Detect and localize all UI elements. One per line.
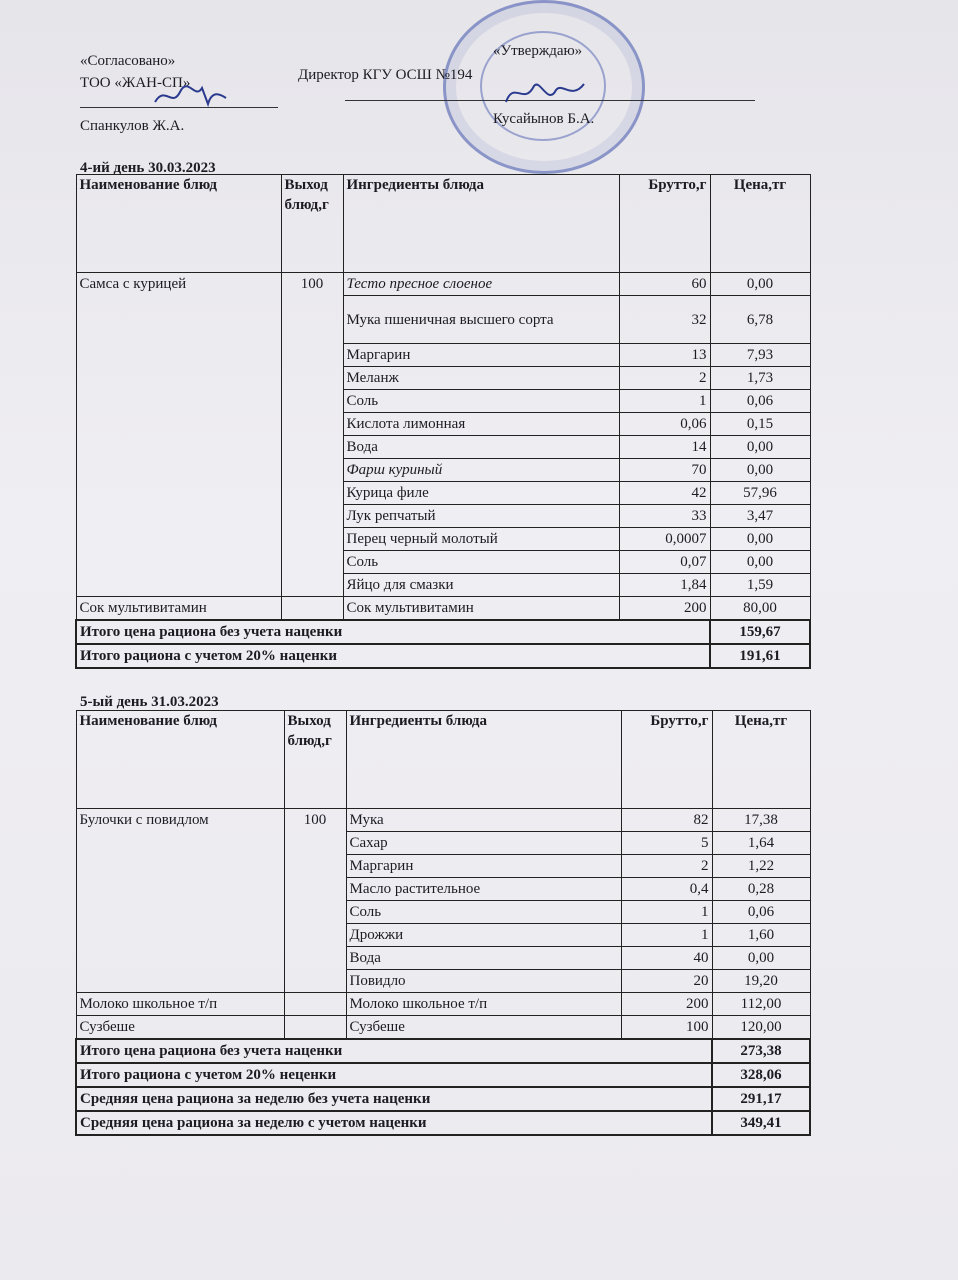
yield-cell	[281, 597, 343, 621]
price-cell: 80,00	[710, 597, 810, 621]
ingredient-cell: Тесто пресное слоеное	[343, 273, 619, 296]
ingredient-cell: Яйцо для смазки	[343, 574, 619, 597]
gross-cell: 5	[621, 832, 712, 855]
total-label: Итого рациона с учетом 20% неценки	[76, 1063, 712, 1087]
ingredient-cell: Сок мультивитамин	[343, 597, 619, 621]
ingredient-cell: Перец черный молотый	[343, 528, 619, 551]
price-cell: 0,15	[710, 413, 810, 436]
agreed-person: Спанкулов Ж.А.	[80, 118, 185, 134]
gross-cell: 0,0007	[619, 528, 710, 551]
col-dish-name: Наименование блюд	[76, 175, 281, 273]
gross-cell: 2	[621, 855, 712, 878]
gross-cell: 33	[619, 505, 710, 528]
gross-cell: 0,06	[619, 413, 710, 436]
price-cell: 1,64	[712, 832, 810, 855]
gross-cell: 42	[619, 482, 710, 505]
ingredient-cell: Мука	[346, 809, 621, 832]
table-row	[76, 993, 810, 1016]
total-row	[76, 620, 810, 644]
ingredient-cell: Вода	[346, 947, 621, 970]
gross-cell: 13	[619, 344, 710, 367]
gross-cell: 1	[621, 901, 712, 924]
table-row	[76, 273, 810, 296]
gross-cell: 1	[619, 390, 710, 413]
ingredient-cell: Молоко школьное т/п	[346, 993, 621, 1016]
ingredient-cell: Вода	[343, 436, 619, 459]
price-cell: 0,00	[710, 436, 810, 459]
ingredient-cell: Масло растительное	[346, 878, 621, 901]
price-cell: 0,06	[712, 901, 810, 924]
gross-cell: 0,07	[619, 551, 710, 574]
col-ingredients: Ингредиенты блюда	[343, 175, 619, 273]
total-value: 349,41	[712, 1111, 810, 1135]
price-cell: 57,96	[710, 482, 810, 505]
gross-cell: 32	[619, 296, 710, 344]
company-name: ТОО «ЖАН-СП»	[80, 75, 191, 91]
gross-cell: 40	[621, 947, 712, 970]
ingredient-cell: Лук репчатый	[343, 505, 619, 528]
total-row	[76, 1039, 810, 1063]
yield-cell	[284, 1016, 346, 1040]
approve-label: «Утверждаю»	[493, 43, 583, 59]
dish-cell: Булочки с повидлом	[76, 809, 284, 993]
ingredient-cell: Соль	[343, 390, 619, 413]
day5-header-row	[76, 711, 810, 809]
total-value: 328,06	[712, 1063, 810, 1087]
gross-cell: 20	[621, 970, 712, 993]
total-label: Итого цена рациона без учета наценки	[76, 1039, 712, 1063]
table-row	[76, 1016, 810, 1040]
ingredient-cell: Дрожжи	[346, 924, 621, 947]
price-cell: 112,00	[712, 993, 810, 1016]
yield-cell: 100	[284, 809, 346, 993]
col-price: Цена,тг	[710, 175, 810, 273]
price-cell: 0,00	[710, 459, 810, 482]
col-yield: Выход блюд,г	[281, 175, 343, 273]
total-row	[76, 1111, 810, 1135]
ingredient-cell: Мука пшеничная высшего сорта	[343, 296, 619, 344]
col-yield: Выход блюд,г	[284, 711, 346, 809]
col-price: Цена,тг	[712, 711, 810, 809]
price-cell: 0,00	[710, 528, 810, 551]
price-cell: 1,59	[710, 574, 810, 597]
price-cell: 1,73	[710, 367, 810, 390]
total-value: 273,38	[712, 1039, 810, 1063]
gross-cell: 60	[619, 273, 710, 296]
gross-cell: 1,84	[619, 574, 710, 597]
director-title: Директор КГУ ОСШ №194	[298, 67, 473, 83]
total-row	[76, 1063, 810, 1087]
price-cell: 1,22	[712, 855, 810, 878]
day4-header-row	[76, 175, 810, 273]
ingredient-cell: Сузбеше	[346, 1016, 621, 1040]
ingredient-cell: Сахар	[346, 832, 621, 855]
price-cell: 3,47	[710, 505, 810, 528]
day4-title: 4-ий день 30.03.2023	[80, 160, 216, 176]
ingredient-cell: Маргарин	[346, 855, 621, 878]
price-cell: 19,20	[712, 970, 810, 993]
price-cell: 1,60	[712, 924, 810, 947]
total-row	[76, 644, 810, 668]
col-dish-name: Наименование блюд	[76, 711, 284, 809]
agreed-label: «Согласовано»	[80, 53, 176, 69]
price-cell: 120,00	[712, 1016, 810, 1040]
price-cell: 17,38	[712, 809, 810, 832]
day4-table	[75, 174, 811, 669]
ingredient-cell: Меланж	[343, 367, 619, 390]
dish-cell: Молоко школьное т/п	[76, 993, 284, 1016]
ingredient-cell: Маргарин	[343, 344, 619, 367]
ingredient-cell: Фарш куриный	[343, 459, 619, 482]
ingredient-cell: Курица филе	[343, 482, 619, 505]
ingredient-cell: Соль	[343, 551, 619, 574]
yield-cell	[284, 993, 346, 1016]
total-label: Итого рациона с учетом 20% наценки	[76, 644, 710, 668]
price-cell: 0,00	[712, 947, 810, 970]
price-cell: 6,78	[710, 296, 810, 344]
day5-table	[75, 710, 811, 1136]
total-label: Средняя цена рациона за неделю без учета наценки	[76, 1087, 712, 1111]
dish-cell: Сузбеше	[76, 1016, 284, 1040]
price-cell: 0,28	[712, 878, 810, 901]
ingredient-cell: Соль	[346, 901, 621, 924]
total-value: 191,61	[710, 644, 810, 668]
table-row	[76, 809, 810, 832]
price-cell: 0,06	[710, 390, 810, 413]
col-gross: Брутто,г	[619, 175, 710, 273]
total-row	[76, 1087, 810, 1111]
price-cell: 0,00	[710, 551, 810, 574]
gross-cell: 70	[619, 459, 710, 482]
table-row	[76, 597, 810, 621]
gross-cell: 200	[621, 993, 712, 1016]
dish-cell: Самса с курицей	[76, 273, 281, 597]
yield-cell: 100	[281, 273, 343, 597]
gross-cell: 100	[621, 1016, 712, 1040]
ingredient-cell: Повидло	[346, 970, 621, 993]
price-cell: 7,93	[710, 344, 810, 367]
gross-cell: 200	[619, 597, 710, 621]
day5-title: 5-ый день 31.03.2023	[80, 694, 219, 710]
total-value: 159,67	[710, 620, 810, 644]
price-cell: 0,00	[710, 273, 810, 296]
total-value: 291,17	[712, 1087, 810, 1111]
gross-cell: 14	[619, 436, 710, 459]
signature-right	[500, 76, 590, 110]
total-label: Средняя цена рациона за неделю с учетом наценки	[76, 1111, 712, 1135]
col-ingredients: Ингредиенты блюда	[346, 711, 621, 809]
signature-left	[150, 80, 230, 110]
total-label: Итого цена рациона без учета наценки	[76, 620, 710, 644]
gross-cell: 1	[621, 924, 712, 947]
gross-cell: 82	[621, 809, 712, 832]
approve-person: Кусайынов Б.А.	[493, 111, 595, 127]
dish-cell: Сок мультивитамин	[76, 597, 281, 621]
gross-cell: 2	[619, 367, 710, 390]
gross-cell: 0,4	[621, 878, 712, 901]
col-gross: Брутто,г	[621, 711, 712, 809]
ingredient-cell: Кислота лимонная	[343, 413, 619, 436]
